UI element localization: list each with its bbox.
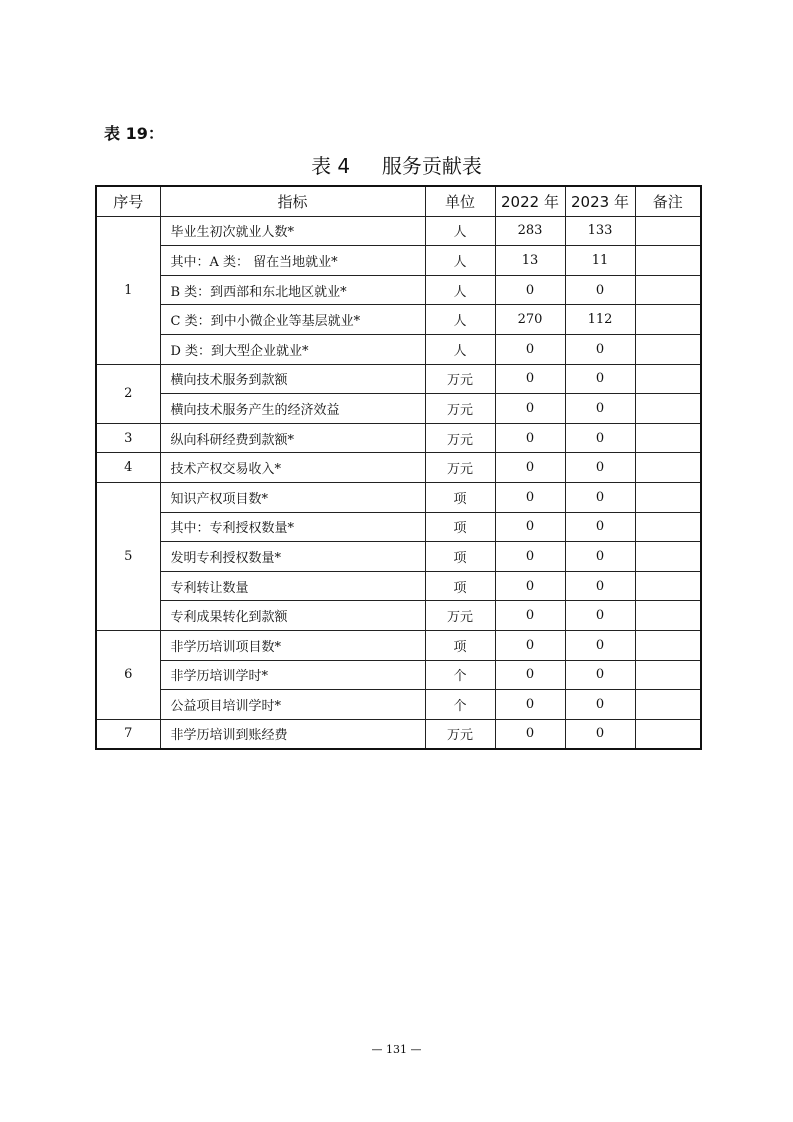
header-seq: 序号: [96, 186, 160, 216]
value-2022-cell: 0: [495, 334, 565, 364]
note-cell: [635, 601, 701, 631]
value-2022-cell: 0: [495, 453, 565, 483]
value-2022-cell: 0: [495, 542, 565, 572]
value-2023-cell: 0: [565, 571, 635, 601]
unit-cell: 项: [425, 630, 495, 660]
indicator-cell: B 类：到西部和东北地区就业*: [160, 275, 425, 305]
indicator-cell: C 类：到中小微企业等基层就业*: [160, 305, 425, 335]
indicator-cell: 非学历培训学时*: [160, 660, 425, 690]
value-2023-cell: 112: [565, 305, 635, 335]
value-2022-cell: 0: [495, 601, 565, 631]
value-2023-cell: 0: [565, 601, 635, 631]
note-cell: [635, 571, 701, 601]
value-2023-cell: 0: [565, 394, 635, 424]
note-cell: [635, 334, 701, 364]
value-2023-cell: 0: [565, 423, 635, 453]
unit-cell: 万元: [425, 453, 495, 483]
note-cell: [635, 246, 701, 276]
value-2023-cell: 0: [565, 453, 635, 483]
value-2022-cell: 0: [495, 571, 565, 601]
value-2022-cell: 283: [495, 216, 565, 246]
value-2022-cell: 0: [495, 423, 565, 453]
note-cell: [635, 275, 701, 305]
unit-cell: 万元: [425, 423, 495, 453]
note-cell: [635, 364, 701, 394]
note-cell: [635, 305, 701, 335]
unit-cell: 万元: [425, 601, 495, 631]
indicator-cell: 专利成果转化到款额: [160, 601, 425, 631]
table-row: [96, 601, 701, 631]
indicator-cell: 横向技术服务到款额: [160, 364, 425, 394]
value-2023-cell: 133: [565, 216, 635, 246]
table-row: [96, 482, 701, 512]
indicator-cell: 非学历培训项目数*: [160, 630, 425, 660]
unit-cell: 项: [425, 482, 495, 512]
value-2022-cell: 0: [495, 394, 565, 424]
table-row: [96, 453, 701, 483]
table-row: [96, 660, 701, 690]
unit-cell: 个: [425, 660, 495, 690]
note-cell: [635, 630, 701, 660]
indicator-cell: 专利转让数量: [160, 571, 425, 601]
note-cell: [635, 423, 701, 453]
unit-cell: 项: [425, 542, 495, 572]
value-2022-cell: 0: [495, 630, 565, 660]
table-row: [96, 364, 701, 394]
seq-cell: 7: [96, 719, 160, 749]
header-2023: 2023 年: [565, 186, 635, 216]
value-2023-cell: 0: [565, 334, 635, 364]
seq-cell: 4: [96, 453, 160, 483]
unit-cell: 项: [425, 512, 495, 542]
table-row: [96, 334, 701, 364]
indicator-cell: 毕业生初次就业人数*: [160, 216, 425, 246]
unit-cell: 万元: [425, 364, 495, 394]
table-row: [96, 305, 701, 335]
unit-cell: 万元: [425, 394, 495, 424]
value-2023-cell: 11: [565, 246, 635, 276]
table-row: [96, 719, 701, 749]
note-cell: [635, 719, 701, 749]
value-2022-cell: 0: [495, 512, 565, 542]
unit-cell: 项: [425, 571, 495, 601]
service-contribution-table: [95, 185, 702, 750]
table-header-row: [96, 186, 701, 216]
value-2022-cell: 0: [495, 364, 565, 394]
value-2022-cell: 0: [495, 482, 565, 512]
table-title: 表 4 服务贡献表: [311, 154, 482, 178]
seq-cell: 1: [96, 216, 160, 364]
indicator-cell: 其中：专利授权数量*: [160, 512, 425, 542]
note-cell: [635, 394, 701, 424]
note-cell: [635, 453, 701, 483]
note-cell: [635, 512, 701, 542]
value-2023-cell: 0: [565, 482, 635, 512]
unit-cell: 人: [425, 275, 495, 305]
indicator-cell: 非学历培训到账经费: [160, 719, 425, 749]
indicator-cell: 发明专利授权数量*: [160, 542, 425, 572]
value-2023-cell: 0: [565, 690, 635, 720]
indicator-cell: 横向技术服务产生的经济效益: [160, 394, 425, 424]
seq-cell: 3: [96, 423, 160, 453]
header-note: 备注: [635, 186, 701, 216]
table-row: [96, 394, 701, 424]
header-unit: 单位: [425, 186, 495, 216]
table-row: [96, 542, 701, 572]
value-2023-cell: 0: [565, 630, 635, 660]
table-row: [96, 630, 701, 660]
unit-cell: 个: [425, 690, 495, 720]
table-row: [96, 512, 701, 542]
seq-cell: 2: [96, 364, 160, 423]
note-cell: [635, 482, 701, 512]
table-row: [96, 690, 701, 720]
note-cell: [635, 216, 701, 246]
value-2022-cell: 0: [495, 660, 565, 690]
value-2022-cell: 13: [495, 246, 565, 276]
header-2022: 2022 年: [495, 186, 565, 216]
table-row: [96, 246, 701, 276]
value-2023-cell: 0: [565, 719, 635, 749]
note-cell: [635, 690, 701, 720]
value-2023-cell: 0: [565, 364, 635, 394]
value-2022-cell: 0: [495, 719, 565, 749]
value-2023-cell: 0: [565, 660, 635, 690]
value-2023-cell: 0: [565, 512, 635, 542]
seq-cell: 6: [96, 630, 160, 719]
indicator-cell: 公益项目培训学时*: [160, 690, 425, 720]
value-2023-cell: 0: [565, 542, 635, 572]
seq-cell: 5: [96, 482, 160, 630]
unit-cell: 人: [425, 246, 495, 276]
unit-cell: 万元: [425, 719, 495, 749]
table-row: [96, 423, 701, 453]
indicator-cell: D 类：到大型企业就业*: [160, 334, 425, 364]
table-row: [96, 571, 701, 601]
table-body: [96, 216, 701, 749]
page-number: — 131 —: [371, 1043, 422, 1056]
header-indicator: 指标: [160, 186, 425, 216]
unit-cell: 人: [425, 305, 495, 335]
indicator-cell: 纵向科研经费到款额*: [160, 423, 425, 453]
value-2022-cell: 0: [495, 690, 565, 720]
unit-cell: 人: [425, 334, 495, 364]
value-2022-cell: 270: [495, 305, 565, 335]
note-cell: [635, 660, 701, 690]
note-cell: [635, 542, 701, 572]
unit-cell: 人: [425, 216, 495, 246]
indicator-cell: 其中：A 类： 留在当地就业*: [160, 246, 425, 276]
table-label: 表 19：: [104, 124, 164, 143]
value-2023-cell: 0: [565, 275, 635, 305]
table-row: [96, 216, 701, 246]
table-row: [96, 275, 701, 305]
indicator-cell: 技术产权交易收入*: [160, 453, 425, 483]
value-2022-cell: 0: [495, 275, 565, 305]
indicator-cell: 知识产权项目数*: [160, 482, 425, 512]
